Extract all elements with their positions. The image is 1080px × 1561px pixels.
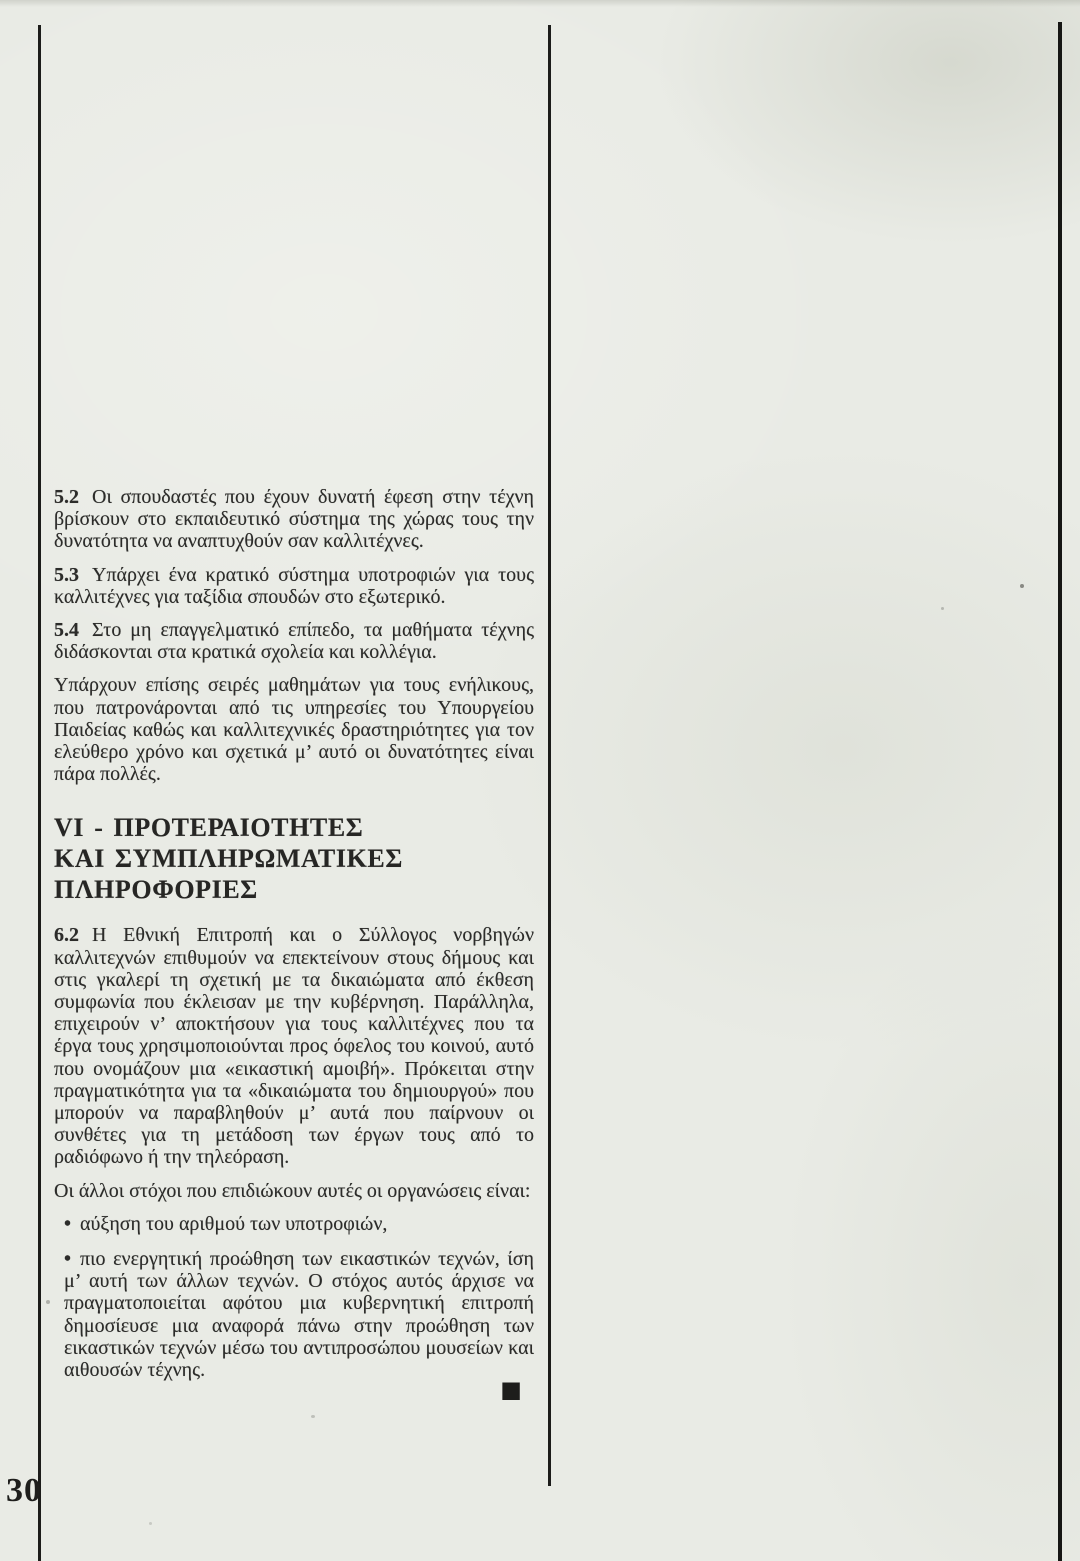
paragraph-other-goals [54,1180,534,1202]
paragraph-text: Υπάρχει ένα κρατικό σύστημα υποτροφιών για τους καλλιτέχνες για ταξίδια σπουδών στο εξωτερικό. [54,563,534,608]
section-heading-line: VI - ΠΡΟΤΕΡΑΙΟΤΗΤΕΣ [54,813,364,843]
paragraph-text: Οι άλλοι στόχοι που επιδιώκουν αυτές οι οργανώσεις είναι: [54,1179,531,1202]
section-heading-line: ΠΛΗΡΟΦΟΡΙΕΣ [54,875,258,905]
scan-speck [941,607,944,610]
scan-speck [311,1415,315,1418]
paragraph-text: Οι σπουδαστές που έχουν δυνατή έφεση στην τέχνη βρίσκουν στο εκπαιδευτικό σύστημα της χώρας τους την δυνατότητα να αναπτυχθούν σαν καλλιτέχνες. [54,486,534,553]
end-of-article-marker: ■ [500,1370,522,1411]
paragraph-number: 5.2 [54,486,79,508]
paragraph-5-2 [54,486,534,553]
bullet-icon: • [64,1212,72,1235]
bullet-text: πιο ενεργητική προώθηση των εικαστικών τεχνών, ίση μ’ αυτή των άλλων τεχνών. Ο στόχος αυτός άρχισε να πραγματοποιείται αφότου μια κυβερνητική επιτροπή δημοσίευσε μια αναφορά πάνω στην προώθηση των εικαστικών τεχνών μέσω του αντιπροσώπου μουσείων και αιθουσών τέχνης. [64,1248,534,1382]
scan-speck [149,1522,152,1525]
scan-speck [46,1300,50,1304]
bullet-item-scholarships [54,1213,534,1235]
left-column-rule [38,25,41,1561]
bullet-text: αύξηση του αριθμού των υποτροφιών, [80,1212,388,1235]
left-text-column [54,486,534,1411]
paragraph-adult-courses [54,674,534,785]
section-heading-line: ΚΑΙ ΣΥΜΠΛΗΡΩΜΑΤΙΚΕΣ [54,844,403,874]
bullet-item-promotion [54,1248,534,1381]
paragraph-text: Υπάρχουν επίσης σειρές μαθημάτων για τους ενήλικους, που πατρονάρονται από τις υπηρεσίες του Υπουργείου Παιδείας καθώς και καλλιτεχνικές δραστηριότητες για τον ελεύθερο χρόνο και σχετικά μ’ αυτό οι δυνατότητες είναι πάρα πολλές. [54,674,534,786]
paragraph-6-2 [54,924,534,1168]
right-page-rule [1058,22,1062,1561]
bullet-icon: • [64,1248,72,1271]
paragraph-number: 5.4 [54,619,79,642]
paragraph-number: 5.3 [54,563,79,586]
paragraph-text: Στο μη επαγγελματικό επίπεδο, τα μαθήματα τέχνης διδάσκονται στα κρατικά σχολεία και κολλέγια. [54,619,534,664]
page-number: 30 [6,1472,42,1509]
middle-column-rule [548,25,551,1486]
paragraph-text: Η Εθνική Επιτροπή και ο Σύλλογος νορβηγών καλλιτεχνών επιθυμούν να επεκτείνουν στους δήμους και στις γκαλερί τη σχετική με τα δικαιώματα από έκθεση συμφωνία που έκλεισαν με την κυβέρνηση. Παράλληλα, επιχειρούν ν’ αποκτήσουν για τους καλλιτέχνες που τα έργα τους χρησιμοποιούνται προς όφελος του κοινού, αυτό που ονομάζουν μια «εικαστική αμοιβή». Πρόκειται στην πραγματικότητα για τα «δικαιώματα του δημιουργού» που μπορούν να παραβληθούν μ’ αυτά που παίρνουν οι συνθέτες για τη μετάδοση των έργων τους από το ραδιόφωνο ή την τηλεόραση. [54,924,534,1169]
paragraph-number: 6.2 [54,924,79,947]
section-heading [54,812,534,905]
paragraph-5-4 [54,619,534,663]
scan-speck [1020,584,1024,588]
paragraph-5-3 [54,564,534,608]
